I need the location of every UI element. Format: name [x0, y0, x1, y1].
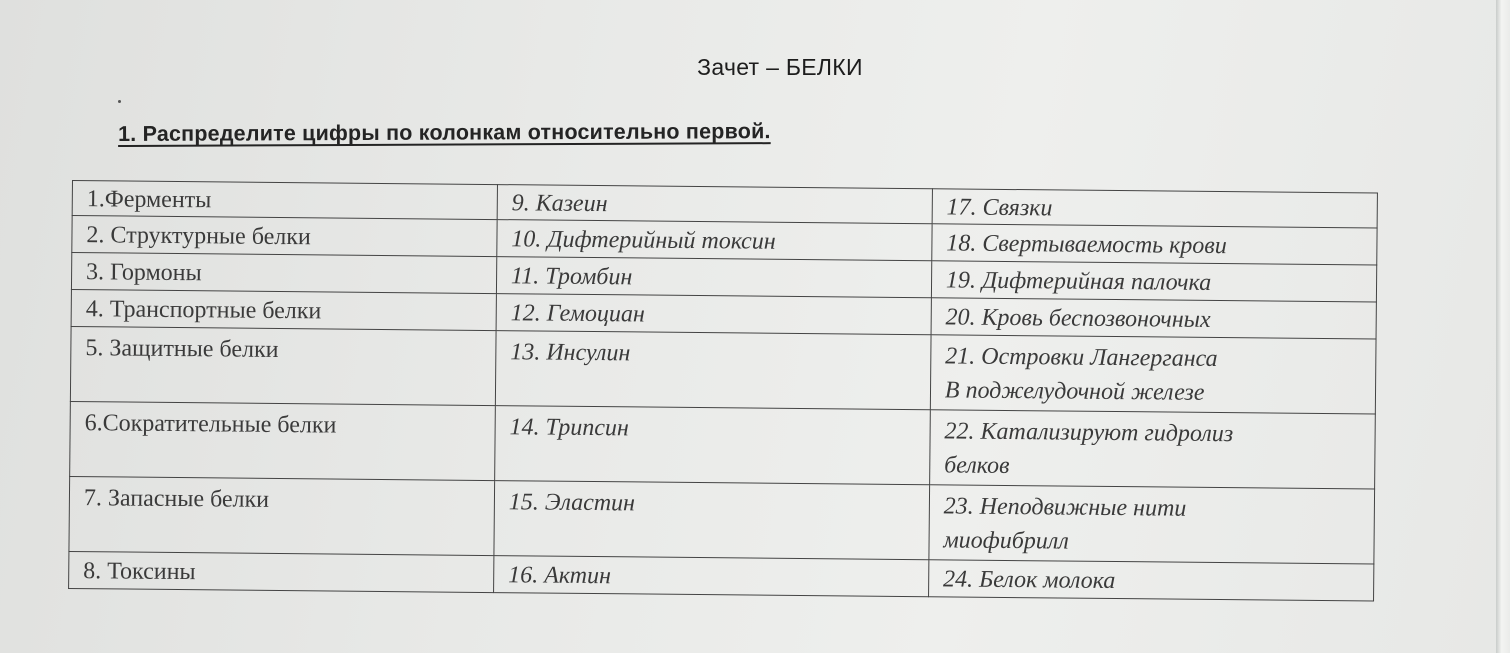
table-row: [70, 401, 1376, 489]
protein-function-cell: [930, 335, 1376, 414]
protein-category-cell: 1.Ферменты: [72, 181, 497, 220]
protein-function-cell: [929, 485, 1375, 564]
protein-category-cell: 4. Транспортные белки: [71, 289, 496, 330]
protein-category-cell: 5. Защитные белки: [70, 326, 496, 405]
protein-example-cell: 10. Дифтерийный токсин: [497, 220, 932, 261]
protein-category-cell: 3. Гормоны: [71, 253, 496, 294]
protein-category-cell: 6.Сократительные белки: [70, 401, 496, 480]
protein-example-cell: 16. Актин: [493, 556, 928, 597]
protein-function-cell: [932, 224, 1377, 265]
cell-line: белков: [944, 452, 1010, 480]
table-row: [70, 326, 1376, 414]
protein-table: [68, 180, 1378, 602]
protein-example-cell: 11. Тромбин: [496, 257, 931, 298]
cell-line: 20. Кровь беспозвоночных: [945, 304, 1211, 333]
paper-edge: [1496, 0, 1510, 653]
protein-function-cell: [931, 298, 1376, 339]
protein-category-cell: 7. Запасные белки: [69, 476, 495, 555]
cell-line: В поджелудочной железе: [944, 377, 1205, 406]
protein-function-cell: [931, 261, 1376, 302]
cell-line: 22. Катализируют гидролиз: [944, 418, 1234, 448]
cell-line: 24. Белок молока: [942, 566, 1116, 595]
ink-speck: [118, 100, 121, 103]
cell-line: миофибрилл: [943, 527, 1069, 555]
protein-category-cell: 8. Токсины: [69, 551, 494, 592]
cell-line: 18. Свертываемость крови: [946, 230, 1227, 260]
cell-line: 17. Связки: [946, 194, 1053, 222]
protein-example-cell: 15. Эластин: [494, 481, 930, 560]
table-row: [69, 476, 1375, 564]
cell-line: 19. Дифтерийная палочка: [945, 267, 1212, 296]
protein-function-cell: [929, 410, 1375, 489]
protein-example-cell: 14. Трипсин: [495, 406, 931, 485]
protein-example-cell: 9. Казеин: [497, 185, 932, 224]
protein-example-cell: 12. Гемоциан: [496, 294, 931, 335]
page-title: Зачет – БЕЛКИ: [697, 54, 863, 80]
protein-example-cell: 13. Инсулин: [495, 331, 931, 410]
protein-function-cell: [932, 189, 1377, 228]
task-instruction: 1. Распределите цифры по колонкам относительно первой.: [118, 119, 771, 146]
protein-function-cell: [928, 560, 1373, 601]
cell-line: 23. Неподвижные нити: [943, 493, 1187, 522]
protein-category-cell: 2. Структурные белки: [72, 216, 497, 257]
cell-line: 21. Островки Лангерганса: [945, 343, 1218, 373]
